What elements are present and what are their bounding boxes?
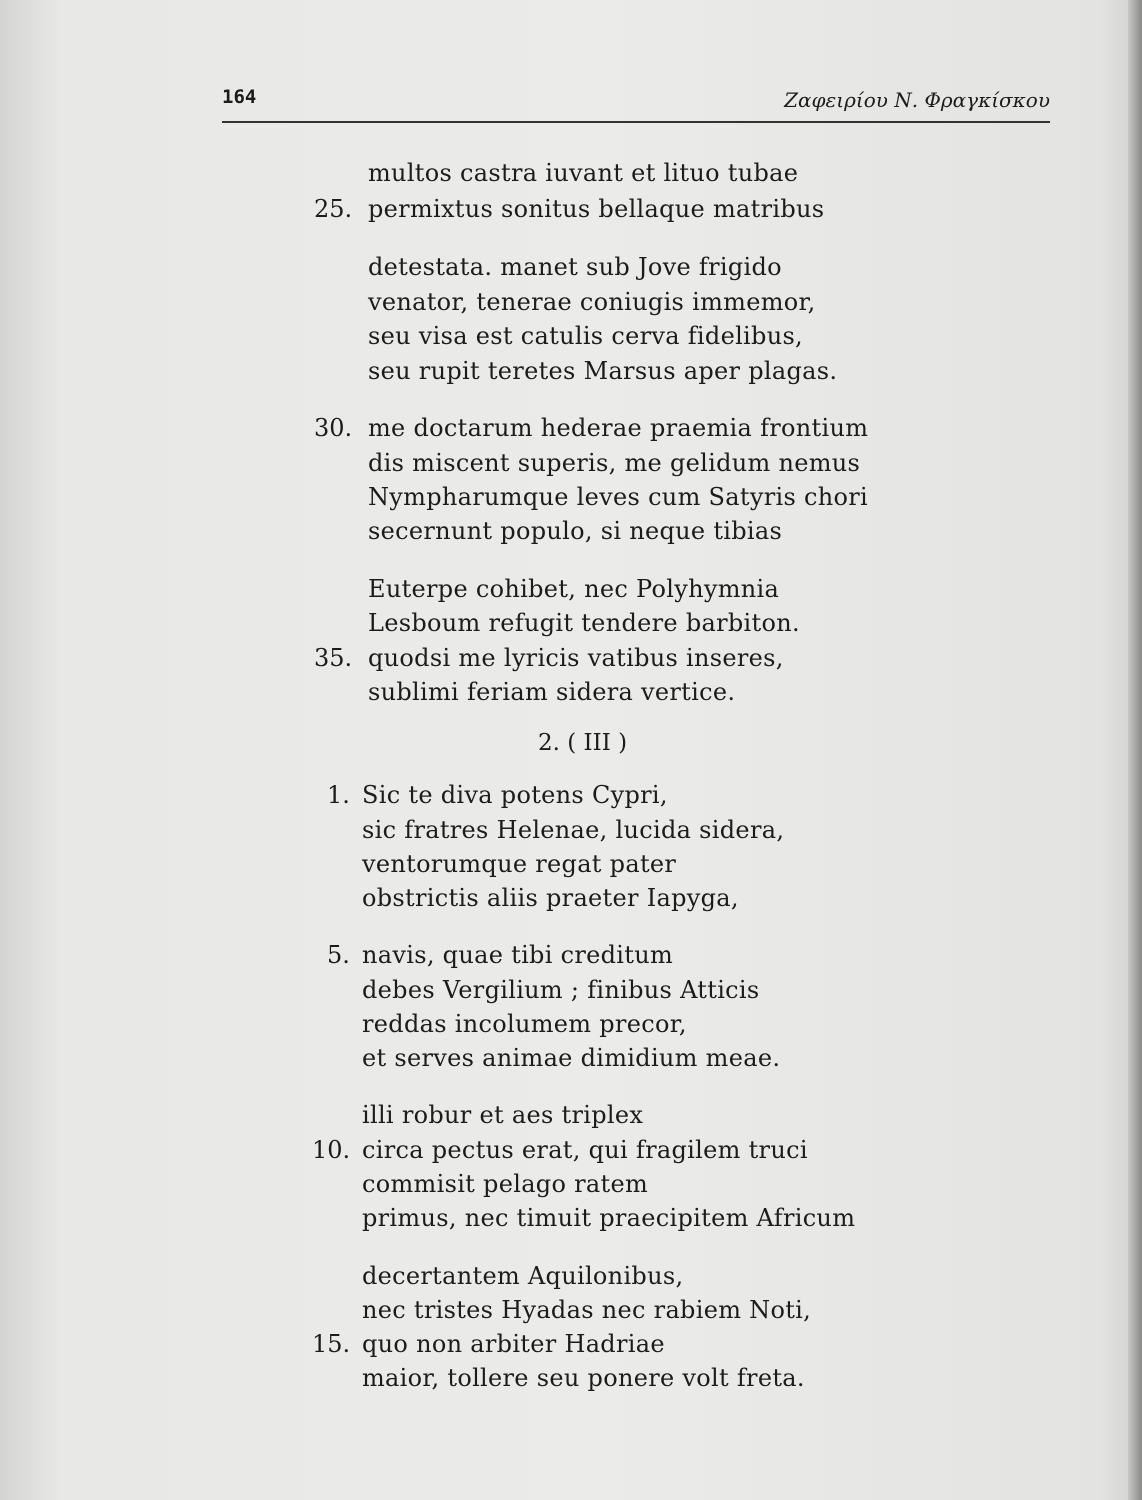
verse-line: Euterpe cohibet, nec Polyhymnia	[368, 575, 780, 603]
line-number: 35.	[314, 644, 353, 672]
verse-line: seu visa est catulis cerva fidelibus,	[368, 322, 803, 350]
verse-line: maior, tollere seu ponere volt freta.	[362, 1364, 805, 1392]
page-number: 164	[222, 86, 257, 108]
verse-line: permixtus sonitus bellaque matribus	[368, 195, 825, 223]
verse-line: quo non arbiter Hadriae	[362, 1330, 665, 1358]
verse-line: decertantem Aquilonibus,	[362, 1262, 684, 1290]
header-rule	[222, 121, 1050, 123]
verse-line: Sic te diva potens Cypri,	[362, 781, 668, 809]
line-number: 10.	[312, 1136, 351, 1164]
verse-line: commisit pelago ratem	[362, 1170, 649, 1198]
line-number: 5.	[327, 941, 350, 969]
line-number: 30.	[314, 414, 353, 442]
verse-line: Lesboum refugit tendere barbiton.	[368, 609, 800, 637]
verse-line: debes Vergilium ; finibus Atticis	[362, 976, 760, 1004]
verse-line: detestata. manet sub Jove frigido	[368, 253, 782, 281]
verse-line: circa pectus erat, qui fragilem truci	[362, 1136, 808, 1164]
verse-line: et serves animae dimidium meae.	[362, 1044, 781, 1072]
verse-line: illi robur et aes triplex	[362, 1101, 644, 1129]
verse-line: venator, tenerae coniugis immemor,	[368, 288, 816, 316]
verse-line: navis, quae tibi creditum	[362, 941, 674, 969]
verse-line: primus, nec timuit praecipitem Africum	[362, 1204, 856, 1232]
verse-line: seu rupit teretes Marsus aper plagas.	[368, 357, 838, 385]
line-number: 25.	[314, 195, 353, 223]
verse-line: quodsi me lyricis vatibus inseres,	[368, 644, 784, 672]
verse-line: reddas incolumem precor,	[362, 1010, 687, 1038]
verse-line: nec tristes Hyadas nec rabiem Noti,	[362, 1296, 812, 1324]
line-number: 1.	[327, 781, 350, 809]
book-spine-shadow	[1128, 0, 1142, 1500]
verse-line: multos castra iuvant et lituo tubae	[368, 159, 799, 187]
page-header	[222, 86, 1050, 120]
running-head: Ζαφειρίου Ν. Φραγκίσκου	[784, 88, 1050, 112]
verse-line: ventorumque regat pater	[362, 850, 677, 878]
line-number: 15.	[312, 1330, 351, 1358]
verse-line: dis miscent superis, me gelidum nemus	[368, 449, 861, 477]
verse-line: Nympharumque leves cum Satyris chori	[368, 483, 868, 511]
verse-line: obstrictis aliis praeter Iapyga,	[362, 884, 739, 912]
verse-line: me doctarum hederae praemia frontium	[368, 414, 869, 442]
poem-title: 2. ( III )	[538, 730, 628, 756]
verse-line: sic fratres Helenae, lucida sidera,	[362, 816, 785, 844]
verse-line: secernunt populo, si neque tibias	[368, 517, 783, 545]
verse-line: sublimi feriam sidera vertice.	[368, 678, 736, 706]
